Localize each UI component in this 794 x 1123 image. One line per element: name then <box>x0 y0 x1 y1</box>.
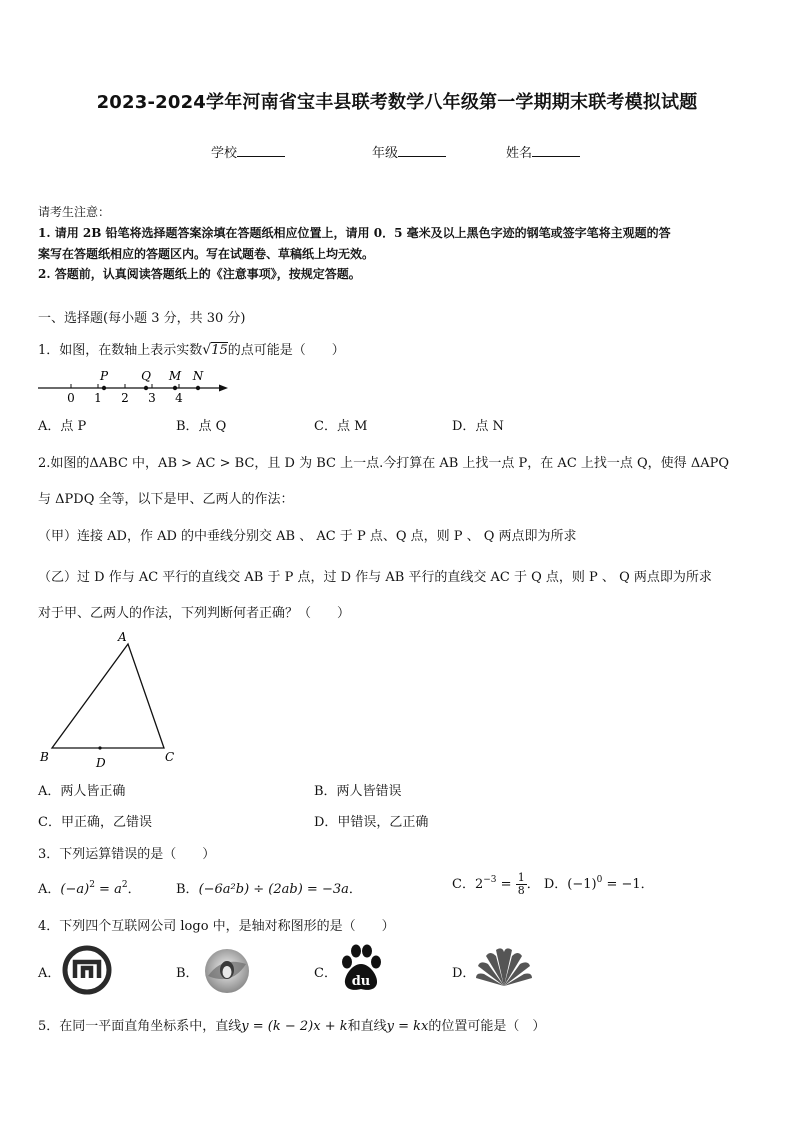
huawei-petal-logo-icon <box>474 946 534 990</box>
q1-number-line <box>36 366 236 406</box>
q3-c-fraction <box>516 872 527 897</box>
q3-a-rest: = a <box>94 882 122 897</box>
tick-label-1: 1 <box>94 391 102 405</box>
maxthon-logo-icon <box>61 944 113 996</box>
q1-radicand: 15 <box>211 343 228 358</box>
point-label-m: M <box>168 369 182 383</box>
q2-option-d[interactable] <box>314 811 428 830</box>
q3-option-a[interactable] <box>38 878 141 897</box>
q4-option-d-label[interactable]: D． <box>452 966 476 981</box>
q5-line-1: y = (k − 2)x + k <box>241 1019 348 1034</box>
q3-a-label: A． <box>38 882 61 897</box>
q3-d-label[interactable]: D． <box>543 877 568 892</box>
q5-line-2: y = kx <box>386 1019 429 1034</box>
q3-d-end: ． <box>640 877 654 892</box>
name-field[interactable] <box>506 142 580 161</box>
q2-method-jia: （甲）连接 AD，作 AD 的中垂线分别交 AB 、 AC 于 P 点、Q 点，则 P 、 Q 两点即为所求 <box>38 529 577 544</box>
q3-a-exp: 2 <box>89 880 95 890</box>
notice-line-1b: 案写在答题纸相应的答题区内。写在试题卷、草稿纸上均无效。 <box>38 247 375 261</box>
q3-option-b[interactable] <box>176 878 362 897</box>
label-d: D <box>96 756 106 770</box>
q3-a-math: (−a) <box>60 882 90 897</box>
notice-heading: 请考生注意： <box>38 205 111 219</box>
q3-d-rest: = −1 <box>602 877 641 892</box>
baidu-du-text: du <box>351 974 371 989</box>
q3-c-base: 2 <box>474 877 484 892</box>
q2-option-b[interactable] <box>314 780 402 799</box>
q3-a-exp2: 2 <box>121 880 128 890</box>
q1-option-b[interactable] <box>176 415 226 434</box>
tick-label-4: 4 <box>175 391 183 405</box>
school-blank <box>237 144 285 157</box>
grade-field[interactable] <box>372 142 446 161</box>
q3-a-end: ． <box>127 882 141 897</box>
sqrt-symbol: √ <box>202 342 212 358</box>
q2-triangle-figure <box>36 628 186 774</box>
qq-browser-logo-icon <box>202 946 252 996</box>
q3-c-den: 8 <box>517 884 525 897</box>
q1-option-c-text: C．点 M <box>314 419 368 434</box>
grade-label: 年级 <box>372 146 399 161</box>
q2-option-c[interactable] <box>38 811 152 830</box>
grade-blank <box>398 144 446 157</box>
q3-c-label: C． <box>452 877 475 892</box>
point-q <box>144 386 148 390</box>
q4-option-c-label[interactable]: C． <box>314 966 337 981</box>
page-title: 2023-2024学年河南省宝丰县联考数学八年级第一学期期末联考模拟试题 <box>96 92 698 113</box>
q4-option-b-label[interactable]: B． <box>176 966 199 981</box>
q5-mid: 和直线 <box>347 1019 387 1034</box>
label-a: A <box>118 630 127 644</box>
q2-question: 对于甲、乙两人的作法，下列判断何者正确？（ ） <box>38 606 351 621</box>
q3-b-end: ． <box>348 882 362 897</box>
q1-option-a[interactable] <box>38 415 86 434</box>
point-label-n: N <box>192 369 204 383</box>
q3-d-exp: 0 <box>596 875 603 885</box>
q3-stem: 3．下列运算错误的是（ ） <box>38 847 216 862</box>
q2-method-yi: （乙）过 D 作与 AC 平行的直线交 AB 于 P 点，过 D 作与 AB 平行的直线交 AC 于 Q 点，则 P 、 Q 两点即为所求 <box>38 570 712 585</box>
q2-option-a-text: A．两人皆正确 <box>38 784 126 799</box>
q5-stem-a: 5．在同一平面直角坐标系中，直线 <box>38 1019 242 1034</box>
q3-b-label: B． <box>176 882 199 897</box>
q2-option-c-text: C．甲正确，乙错误 <box>38 815 152 830</box>
q2-stem-1: 2.如图的ΔABC 中，AB > AC > BC，且 D 为 BC 上一点.今打算在 AB 上找一点 P，在 AC 上找一点 Q，使得 ΔAPQ <box>38 456 729 471</box>
point-label-q: Q <box>141 369 151 383</box>
q5-stem-b: 的位置可能是（ ） <box>428 1019 546 1034</box>
name-label: 姓名 <box>506 146 533 161</box>
q2-stem-2: 与 ΔPDQ 全等，以下是甲、乙两人的作法： <box>38 492 294 507</box>
tick-label-3: 3 <box>148 391 156 405</box>
school-label: 学校 <box>211 146 238 161</box>
notice-line-1a: 1. 请用 2B 铅笔将选择题答案涂填在答题纸相应位置上，请用 0．5 毫米及以上黑色字迹的钢笔或签字笔将主观题的答 <box>38 226 671 240</box>
q3-b-math: (−6a²b) ÷ (2ab) = −3a <box>198 882 349 897</box>
q1-option-d[interactable] <box>452 415 504 434</box>
number-line-arrow <box>219 385 228 392</box>
q2-option-d-text: D．甲错误，乙正确 <box>314 815 429 830</box>
point-d <box>98 746 101 749</box>
q1-stem-b: 的点可能是（ ） <box>227 343 345 358</box>
q1-stem <box>38 339 345 358</box>
q5-stem <box>38 1015 545 1034</box>
point-m <box>173 386 177 390</box>
q4-option-a-label[interactable]: A． <box>38 966 61 981</box>
label-c: C <box>165 750 175 764</box>
q1-option-c[interactable] <box>314 415 367 434</box>
name-blank <box>532 144 580 157</box>
point-p <box>102 386 106 390</box>
q3-c-eq: = <box>496 877 516 892</box>
section-heading: 一、选择题(每小题 3 分，共 30 分) <box>38 311 246 326</box>
q3-c-end: ． <box>526 877 540 892</box>
q2-option-b-text: B．两人皆错误 <box>314 784 402 799</box>
q3-c-exp: −3 <box>483 875 497 885</box>
point-n <box>196 386 200 390</box>
tick-label-2: 2 <box>121 391 129 405</box>
q1-stem-a: 1．如图，在数轴上表示实数 <box>38 343 203 358</box>
q3-d-math: (−1) <box>567 877 597 892</box>
q3-option-c[interactable] <box>452 872 654 897</box>
q2-option-a[interactable] <box>38 780 125 799</box>
q1-option-d-text: D．点 N <box>452 419 504 434</box>
notice-line-2: 2. 答题前，认真阅读答题纸上的《注意事项》，按规定答题。 <box>38 267 361 281</box>
q4-stem: 4．下列四个互联网公司 logo 中，是轴对称图形的是（ ） <box>38 919 395 934</box>
tick-label-0: 0 <box>67 391 75 405</box>
q1-option-b-text: B．点 Q <box>176 419 227 434</box>
baidu-paw-logo-icon <box>338 944 384 994</box>
point-label-p: P <box>99 369 109 383</box>
q1-option-a-text: A．点 P <box>38 419 87 434</box>
label-b: B <box>40 750 49 764</box>
q3-c-num: 1 <box>517 871 525 884</box>
school-field[interactable] <box>211 142 285 161</box>
triangle-abc <box>52 644 164 748</box>
